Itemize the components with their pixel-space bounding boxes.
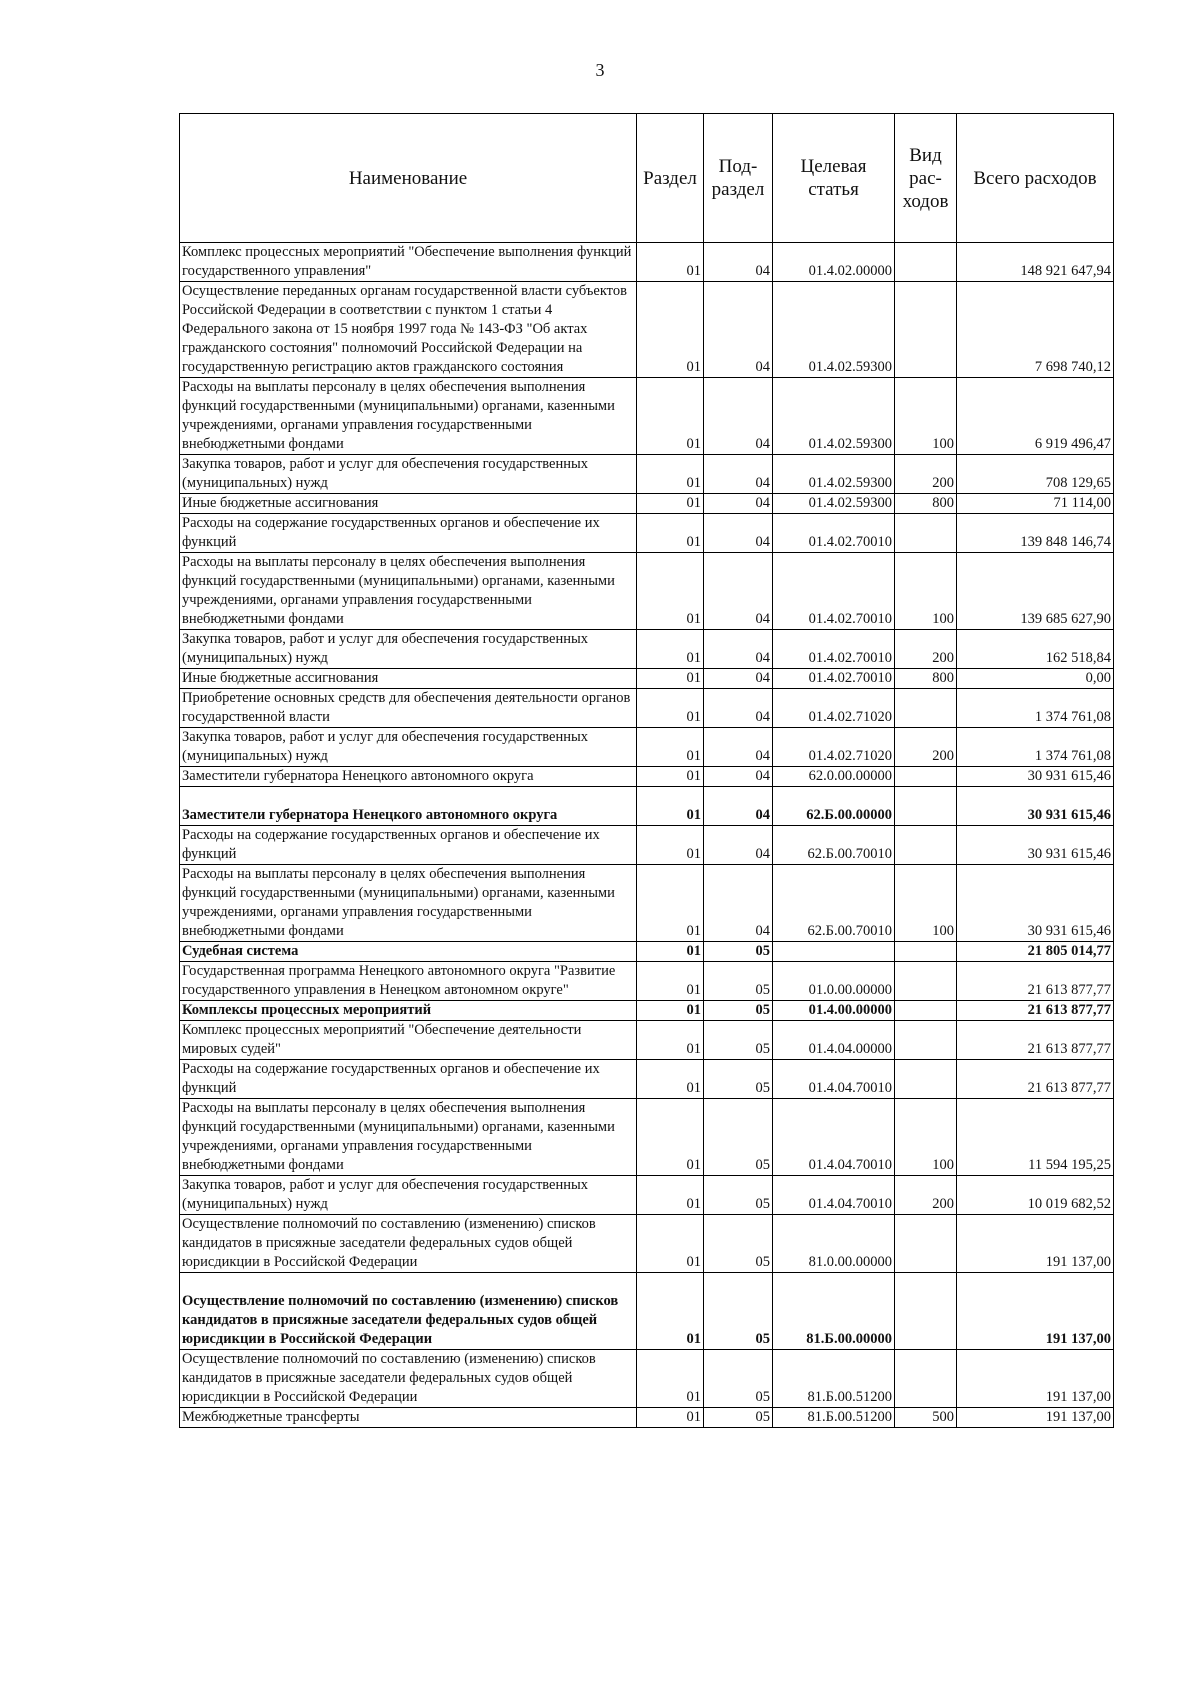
table-row (180, 455, 1114, 494)
cell-section: 01 (637, 243, 704, 282)
cell-total: 30 931 615,46 (957, 865, 1114, 942)
cell-subsection: 05 (704, 1350, 773, 1408)
cell-section: 01 (637, 728, 704, 767)
cell-expense-type (895, 243, 957, 282)
cell-name: Закупка товаров, работ и услуг для обеспечения государственных (муниципальных) нужд (180, 455, 637, 494)
cell-subsection: 04 (704, 455, 773, 494)
cell-subsection: 04 (704, 378, 773, 455)
cell-total: 139 685 627,90 (957, 553, 1114, 630)
cell-expense-type (895, 1350, 957, 1408)
cell-section: 01 (637, 1001, 704, 1021)
cell-section: 01 (637, 669, 704, 689)
cell-name: Осуществление полномочий по составлению (изменению) списков кандидатов в присяжные заседатели федеральных судов общей юрисдикции в Российской Федерации (180, 1215, 637, 1273)
table-header-row (180, 114, 1114, 243)
cell-name: Иные бюджетные ассигнования (180, 669, 637, 689)
cell-name: Осуществление переданных органам государственной власти субъектов Российской Федерации в соответствии с пунктом 1 статьи 4 Федерального закона от 15 ноября 1997 года № 143-ФЗ "Об актах гражданского состояния" полномочий Российской Федерации на государственную регистрацию актов гражданского состояния (180, 282, 637, 378)
cell-target: 01.4.02.59300 (773, 455, 895, 494)
cell-target: 62.Б.00.70010 (773, 826, 895, 865)
cell-expense-type: 100 (895, 865, 957, 942)
cell-expense-type: 100 (895, 1099, 957, 1176)
cell-total: 10 019 682,52 (957, 1176, 1114, 1215)
cell-expense-type (895, 1001, 957, 1021)
cell-total: 191 137,00 (957, 1273, 1114, 1350)
cell-expense-type (895, 282, 957, 378)
table-row (180, 630, 1114, 669)
cell-total: 21 613 877,77 (957, 1060, 1114, 1099)
cell-expense-type (895, 1060, 957, 1099)
cell-total: 148 921 647,94 (957, 243, 1114, 282)
cell-section: 01 (637, 689, 704, 728)
cell-total: 191 137,00 (957, 1350, 1114, 1408)
cell-total: 708 129,65 (957, 455, 1114, 494)
cell-section: 01 (637, 553, 704, 630)
cell-subsection: 04 (704, 826, 773, 865)
cell-subsection: 05 (704, 1215, 773, 1273)
table-row (180, 378, 1114, 455)
cell-name: Заместители губернатора Ненецкого автономного округа (180, 787, 637, 826)
cell-expense-type: 100 (895, 378, 957, 455)
cell-section: 01 (637, 282, 704, 378)
cell-expense-type (895, 767, 957, 787)
header-name: Наименование (180, 114, 637, 243)
table-row (180, 962, 1114, 1001)
cell-target: 01.4.02.70010 (773, 553, 895, 630)
cell-target: 62.0.00.00000 (773, 767, 895, 787)
cell-name: Заместители губернатора Ненецкого автономного округа (180, 767, 637, 787)
cell-section: 01 (637, 494, 704, 514)
cell-target: 81.0.00.00000 (773, 1215, 895, 1273)
cell-subsection: 05 (704, 962, 773, 1001)
cell-total: 6 919 496,47 (957, 378, 1114, 455)
cell-subsection: 05 (704, 1001, 773, 1021)
cell-target: 01.4.02.59300 (773, 494, 895, 514)
cell-target: 01.4.02.71020 (773, 728, 895, 767)
cell-subsection: 05 (704, 1099, 773, 1176)
cell-section: 01 (637, 1215, 704, 1273)
table-row (180, 728, 1114, 767)
header-subsection: Под- раздел (704, 114, 773, 243)
cell-name: Закупка товаров, работ и услуг для обеспечения государственных (муниципальных) нужд (180, 728, 637, 767)
cell-expense-type: 200 (895, 630, 957, 669)
cell-section: 01 (637, 787, 704, 826)
table-body (180, 243, 1114, 1428)
cell-section: 01 (637, 1060, 704, 1099)
cell-expense-type: 200 (895, 728, 957, 767)
cell-target: 01.4.02.59300 (773, 282, 895, 378)
cell-subsection: 04 (704, 630, 773, 669)
cell-target: 01.4.02.70010 (773, 669, 895, 689)
cell-section: 01 (637, 378, 704, 455)
cell-target: 01.4.04.70010 (773, 1099, 895, 1176)
cell-total: 139 848 146,74 (957, 514, 1114, 553)
cell-subsection: 04 (704, 865, 773, 942)
cell-expense-type (895, 962, 957, 1001)
cell-section: 01 (637, 942, 704, 962)
cell-total: 0,00 (957, 669, 1114, 689)
cell-name: Иные бюджетные ассигнования (180, 494, 637, 514)
cell-expense-type: 200 (895, 455, 957, 494)
cell-section: 01 (637, 767, 704, 787)
table-row (180, 494, 1114, 514)
cell-target: 01.4.00.00000 (773, 1001, 895, 1021)
header-target: Целевая статья (773, 114, 895, 243)
cell-expense-type (895, 942, 957, 962)
cell-name: Межбюджетные трансферты (180, 1408, 637, 1428)
table-row (180, 282, 1114, 378)
cell-expense-type: 200 (895, 1176, 957, 1215)
header-total: Всего расходов (957, 114, 1114, 243)
header-section: Раздел (637, 114, 704, 243)
cell-expense-type: 800 (895, 494, 957, 514)
cell-section: 01 (637, 962, 704, 1001)
cell-subsection: 04 (704, 689, 773, 728)
cell-section: 01 (637, 455, 704, 494)
cell-name: Расходы на содержание государственных органов и обеспечение их функций (180, 826, 637, 865)
cell-subsection: 05 (704, 1021, 773, 1060)
cell-subsection: 04 (704, 767, 773, 787)
cell-section: 01 (637, 865, 704, 942)
cell-name: Комплекс процессных мероприятий "Обеспечение выполнения функций государственного управления" (180, 243, 637, 282)
table-row (180, 553, 1114, 630)
cell-name: Расходы на выплаты персоналу в целях обеспечения выполнения функций государственными (муниципальными) органами, казенными учреждениями, органами управления государственными внебюджетными фондами (180, 1099, 637, 1176)
cell-expense-type (895, 689, 957, 728)
cell-subsection: 05 (704, 1273, 773, 1350)
cell-expense-type: 800 (895, 669, 957, 689)
cell-target: 81.Б.00.51200 (773, 1408, 895, 1428)
cell-name: Расходы на выплаты персоналу в целях обеспечения выполнения функций государственными (муниципальными) органами, казенными учреждениями, органами управления государственными внебюджетными фондами (180, 378, 637, 455)
table-row (180, 669, 1114, 689)
cell-name: Комплексы процессных мероприятий (180, 1001, 637, 1021)
cell-target: 01.4.02.70010 (773, 514, 895, 553)
header-expense-type: Вид рас- ходов (895, 114, 957, 243)
cell-subsection: 05 (704, 942, 773, 962)
cell-name: Комплекс процессных мероприятий "Обеспечение деятельности мировых судей" (180, 1021, 637, 1060)
cell-section: 01 (637, 1350, 704, 1408)
table-row (180, 826, 1114, 865)
cell-section: 01 (637, 1099, 704, 1176)
cell-subsection: 04 (704, 243, 773, 282)
cell-subsection: 04 (704, 787, 773, 826)
cell-target: 01.4.04.00000 (773, 1021, 895, 1060)
cell-total: 1 374 761,08 (957, 728, 1114, 767)
cell-name: Расходы на выплаты персоналу в целях обеспечения выполнения функций государственными (муниципальными) органами, казенными учреждениями, органами управления государственными внебюджетными фондами (180, 865, 637, 942)
cell-subsection: 04 (704, 553, 773, 630)
cell-expense-type: 500 (895, 1408, 957, 1428)
page-number: 3 (595, 60, 605, 80)
cell-target: 81.Б.00.00000 (773, 1273, 895, 1350)
cell-subsection: 05 (704, 1408, 773, 1428)
cell-name: Осуществление полномочий по составлению (изменению) списков кандидатов в присяжные заседатели федеральных судов общей юрисдикции в Российской Федерации (180, 1350, 637, 1408)
cell-total: 71 114,00 (957, 494, 1114, 514)
table-row (180, 514, 1114, 553)
cell-name: Государственная программа Ненецкого автономного округа "Развитие государственного управления в Ненецком автономном округе" (180, 962, 637, 1001)
cell-total: 30 931 615,46 (957, 787, 1114, 826)
cell-subsection: 05 (704, 1176, 773, 1215)
cell-section: 01 (637, 1176, 704, 1215)
table-row (180, 787, 1114, 826)
cell-section: 01 (637, 514, 704, 553)
cell-total: 191 137,00 (957, 1215, 1114, 1273)
table-row (180, 1408, 1114, 1428)
table-row (180, 1215, 1114, 1273)
budget-table (179, 113, 1114, 1428)
cell-total: 1 374 761,08 (957, 689, 1114, 728)
cell-total: 162 518,84 (957, 630, 1114, 669)
cell-expense-type (895, 826, 957, 865)
cell-name: Расходы на содержание государственных органов и обеспечение их функций (180, 514, 637, 553)
cell-section: 01 (637, 1021, 704, 1060)
cell-name: Осуществление полномочий по составлению (изменению) списков кандидатов в присяжные заседатели федеральных судов общей юрисдикции в Российской Федерации (180, 1273, 637, 1350)
cell-name: Расходы на выплаты персоналу в целях обеспечения выполнения функций государственными (муниципальными) органами, казенными учреждениями, органами управления государственными внебюджетными фондами (180, 553, 637, 630)
table-row (180, 1099, 1114, 1176)
cell-total: 21 613 877,77 (957, 1001, 1114, 1021)
cell-target: 62.Б.00.00000 (773, 787, 895, 826)
cell-name: Расходы на содержание государственных органов и обеспечение их функций (180, 1060, 637, 1099)
cell-section: 01 (637, 630, 704, 669)
table-row (180, 767, 1114, 787)
cell-target: 01.4.04.70010 (773, 1060, 895, 1099)
cell-target: 01.4.02.70010 (773, 630, 895, 669)
cell-expense-type (895, 1273, 957, 1350)
table-row (180, 942, 1114, 962)
cell-expense-type: 100 (895, 553, 957, 630)
cell-section: 01 (637, 1273, 704, 1350)
cell-subsection: 04 (704, 514, 773, 553)
cell-expense-type (895, 787, 957, 826)
table-row (180, 1001, 1114, 1021)
table-row (180, 1350, 1114, 1408)
table-row (180, 1060, 1114, 1099)
cell-section: 01 (637, 1408, 704, 1428)
cell-expense-type (895, 514, 957, 553)
cell-subsection: 05 (704, 1060, 773, 1099)
cell-total: 30 931 615,46 (957, 826, 1114, 865)
cell-section: 01 (637, 826, 704, 865)
table-row (180, 243, 1114, 282)
cell-target: 01.4.02.00000 (773, 243, 895, 282)
cell-total: 7 698 740,12 (957, 282, 1114, 378)
cell-target: 01.4.02.71020 (773, 689, 895, 728)
cell-target: 62.Б.00.70010 (773, 865, 895, 942)
table-row (180, 1021, 1114, 1060)
cell-expense-type (895, 1215, 957, 1273)
cell-subsection: 04 (704, 669, 773, 689)
cell-target: 01.4.02.59300 (773, 378, 895, 455)
cell-target: 01.4.04.70010 (773, 1176, 895, 1215)
cell-total: 21 613 877,77 (957, 1021, 1114, 1060)
cell-total: 21 613 877,77 (957, 962, 1114, 1001)
table-row (180, 1273, 1114, 1350)
cell-subsection: 04 (704, 494, 773, 514)
cell-subsection: 04 (704, 728, 773, 767)
cell-total: 30 931 615,46 (957, 767, 1114, 787)
cell-name: Судебная система (180, 942, 637, 962)
table-row (180, 1176, 1114, 1215)
cell-expense-type (895, 1021, 957, 1060)
cell-name: Закупка товаров, работ и услуг для обеспечения государственных (муниципальных) нужд (180, 630, 637, 669)
cell-total: 11 594 195,25 (957, 1099, 1114, 1176)
cell-total: 21 805 014,77 (957, 942, 1114, 962)
table-row (180, 865, 1114, 942)
table-row (180, 689, 1114, 728)
cell-target: 81.Б.00.51200 (773, 1350, 895, 1408)
cell-total: 191 137,00 (957, 1408, 1114, 1428)
cell-target (773, 942, 895, 962)
cell-name: Приобретение основных средств для обеспечения деятельности органов государственной власти (180, 689, 637, 728)
cell-target: 01.0.00.00000 (773, 962, 895, 1001)
cell-subsection: 04 (704, 282, 773, 378)
cell-name: Закупка товаров, работ и услуг для обеспечения государственных (муниципальных) нужд (180, 1176, 637, 1215)
